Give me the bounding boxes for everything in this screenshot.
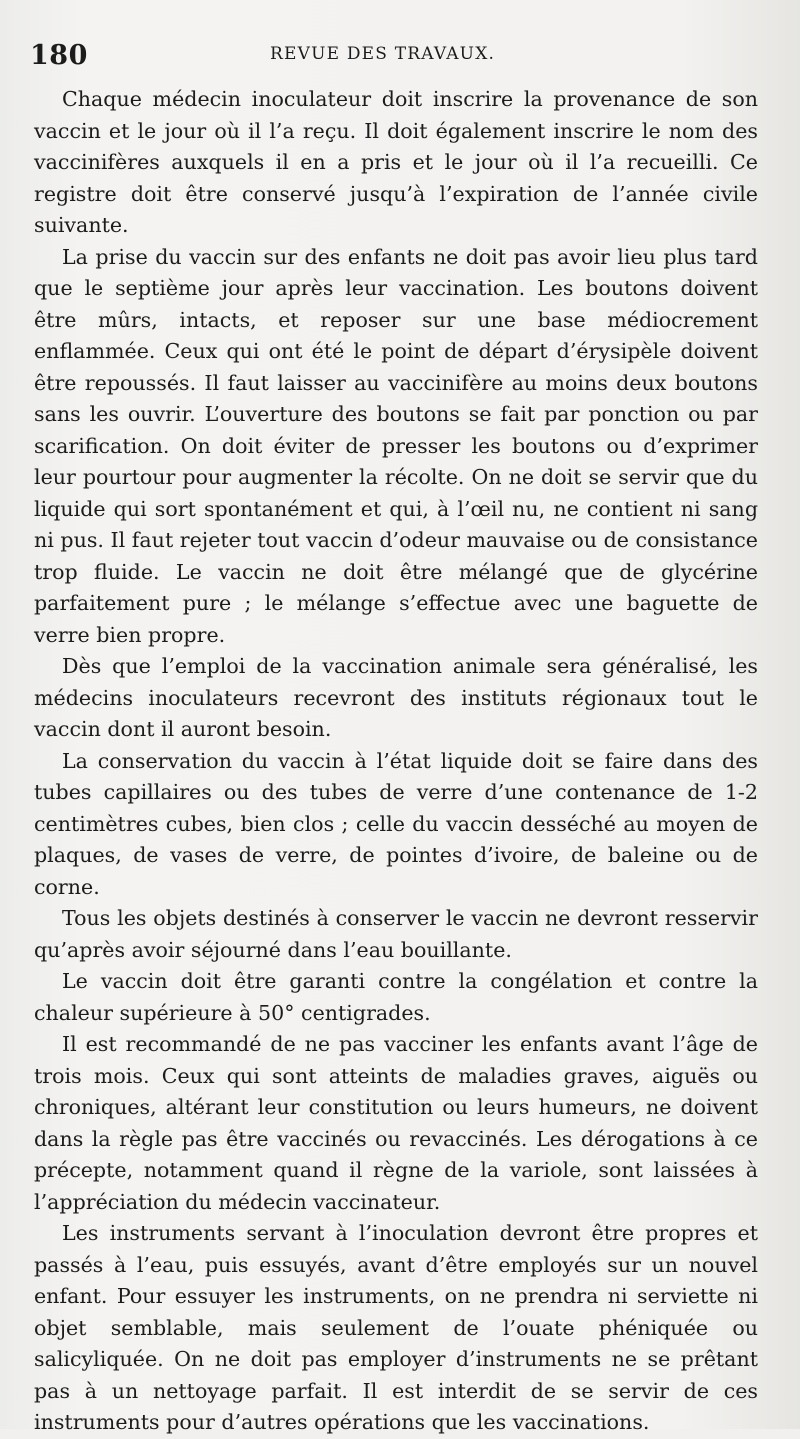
paragraph-age-enfants: Il est recommandé de ne pas vacciner les enfants avant l’âge de trois mois. Ceux qui sont atteints de maladies graves, aiguës ou chroniques, altérant leur constitution ou leurs humeurs, ne doivent dans la règle pas être vaccinés ou revaccinés. Les dérogations à ce précepte, notamment quand il règne de la variole, sont laissées à l’appréciation du médecin vaccinateur. [34, 1032, 758, 1214]
paragraph-objets: Tous les objets destinés à conserver le vaccin ne devront resservir qu’après avoir séjourné dans l’eau bouillante. [34, 906, 758, 962]
page-number: 180 [30, 40, 88, 71]
running-head: REVUE DES TRAVAUX. [270, 44, 496, 64]
paragraph-instruments: Les instruments servant à l’inoculation devront être propres et passés à l’eau, puis essuyés, avant d’être employés sur un nouvel enfant. Pour essuyer les instruments, on ne prendra ni serviette ni objet semblable, mais seulement de l’ouate phéniquée ou salicyliquée. On ne doit pas employer d’instruments ne se prêtant pas à un nettoyage parfait. Il est interdit de se servir de ces instruments pour d’autres opérations que les vaccinations. [34, 1221, 758, 1434]
body-text [34, 84, 758, 1439]
paragraph-vaccination-animale: Dès que l’emploi de la vaccination animale sera généralisé, les médecins inoculateurs recevront des instituts régionaux tout le vaccin dont il auront besoin. [34, 654, 758, 741]
paragraph-congelation: Le vaccin doit être garanti contre la congélation et contre la chaleur supérieure à 50° centigrades. [34, 969, 758, 1025]
paragraph-conservation: La conservation du vaccin à l’état liquide doit se faire dans des tubes capillaires ou des tubes de verre d’une contenance de 1-2 centimètres cubes, bien clos ; celle du vaccin desséché au moyen de plaques, de vases de verre, de pointes d’ivoire, de baleine ou de corne. [34, 748, 758, 899]
paragraph-prise-du-vaccin: La prise du vaccin sur des enfants ne doit pas avoir lieu plus tard que le septième jour après leur vaccination. Les boutons doivent être mûrs, intacts, et reposer sur une base médiocrement enflammée. Ceux qui ont été le point de départ d’érysipèle doivent être repoussés. Il faut laisser au vaccinifère au moins deux boutons sans les ouvrir. L’ouverture des boutons se fait par ponction ou par scarification. On doit éviter de presser les boutons ou d’exprimer leur pourtour pour augmenter la récolte. On ne doit se servir que du liquide qui sort spontanément et qui, à l’œil nu, ne contient ni sang ni pus. Il faut rejeter tout vaccin d’odeur mauvaise ou de consistance trop fluide. Le vaccin ne doit être mélangé que de glycérine parfaitement pure ; le mélange s’effectue avec une baguette de verre bien propre. [34, 244, 758, 647]
paragraph-registre: Chaque médecin inoculateur doit inscrire la provenance de son vaccin et le jour où il l’a reçu. Il doit également inscrire le nom des vaccinifères auxquels il en a pris et le jour où il l’a recueilli. Ce registre doit être conservé jusqu’à l’expiration de l’année civile suivante. [34, 87, 758, 237]
